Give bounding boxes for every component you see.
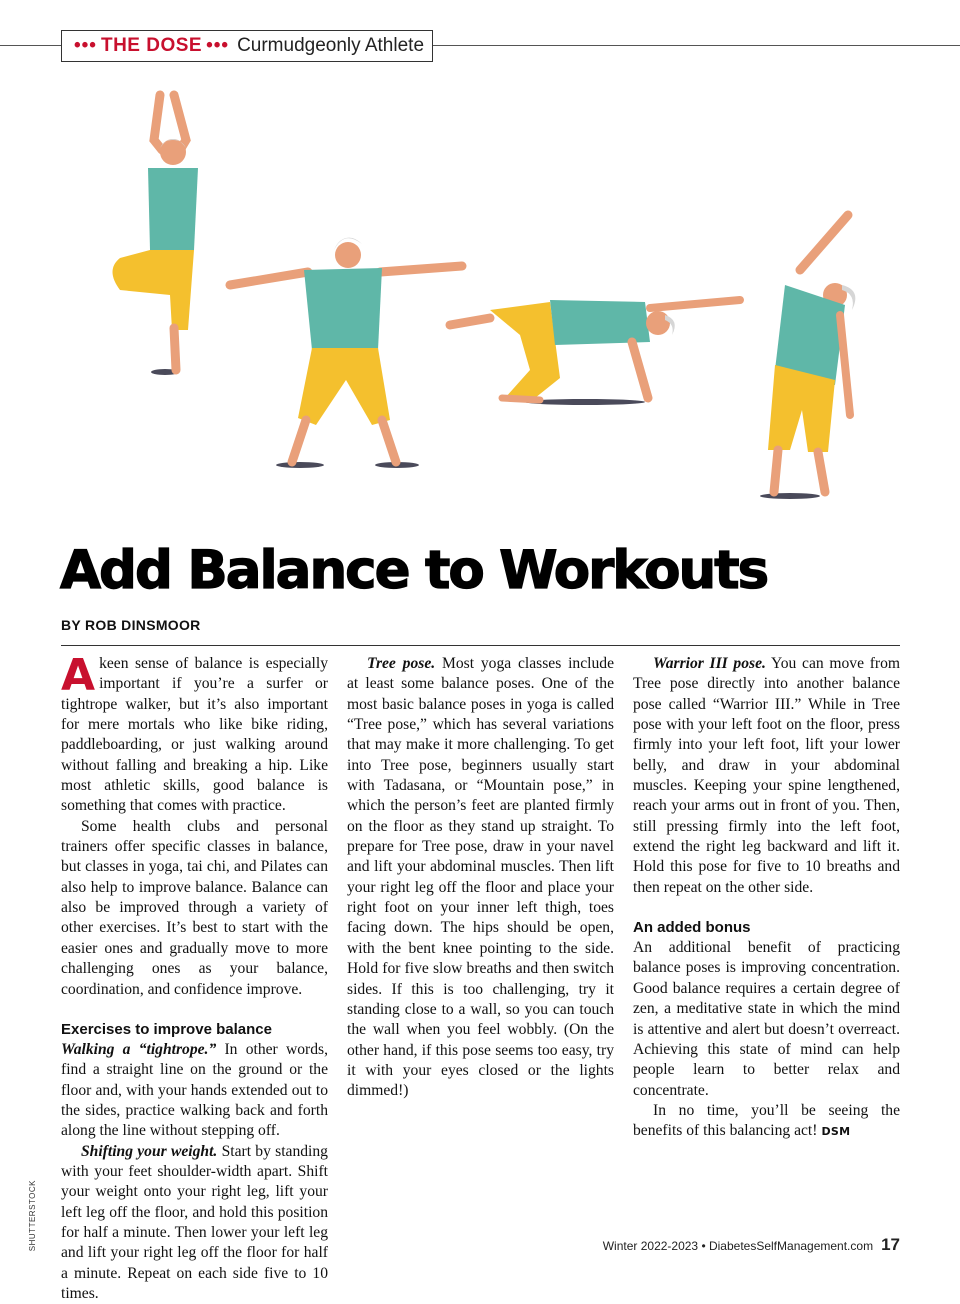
subhead-exercises: Exercises to improve balance — [61, 1020, 272, 1038]
warrior-paragraph — [633, 654, 900, 898]
intro-paragraph — [61, 650, 328, 817]
tree-lead: Tree pose. — [367, 655, 436, 672]
figure-tabletop — [450, 300, 740, 405]
closing-paragraph — [633, 1101, 900, 1143]
tightrope-lead: Walking a “tightrope.” — [61, 1040, 217, 1058]
text-column-2 — [347, 654, 614, 1102]
byline: BY ROB DINSMOOR — [61, 617, 201, 633]
footer-issue: Winter 2022-2023 • DiabetesSelfManagement.com — [602, 1239, 874, 1253]
article-title: Add Balance to Workouts — [60, 540, 768, 601]
tree-text: Most yoga classes include at least some balance poses. One of the most basic balance poses in yoga is called “Tree pose,” which has several variations that may make it more challenging. To get into Tree pose, beginners usually start with Tadasana, or “Mountain pose,” in which the person’s feet are planted firmly on the floor as they stand up straight. To prepare for Tree pose, draw in your navel and lift your abdominal muscles. Then lift your right leg off the floor and place your right foot on your inner left thigh, toes facing down. The hips should be open, with the bent knee pointing to the side. Hold for five slow breaths and then switch sides. If this is too challenging, try it standing close to a wall, so you can touch the wall when you feel wobbly. (On the other hand, if this pose seems too easy, try it with your eyes closed or the lights dimmed!) — [347, 655, 614, 1100]
tree-paragraph — [347, 654, 614, 1102]
section-header — [61, 30, 433, 62]
subhead-bonus: An added bonus — [633, 919, 751, 937]
figure-triangle-reach — [760, 215, 855, 499]
column-name: Curmudgeonly Athlete — [237, 35, 425, 56]
figure-tree-pose — [113, 95, 199, 375]
shift-text: Start by standing with your feet shoulder-width apart. Shift your weight onto your right leg, lift your left leg off the floor, and hold this position for half a minute. Then lower your left leg and lift your right leg off the floor for half a minute. Repeat on each side five to 10 times. — [61, 1142, 328, 1302]
figure-side-stretch — [230, 238, 462, 468]
section-name: THE DOSE — [100, 35, 203, 56]
text-column-3 — [633, 654, 900, 1143]
text-column-1 — [61, 650, 328, 1304]
photo-credit: SHUTTERSTOCK — [28, 1180, 37, 1252]
drop-cap: A — [61, 650, 96, 701]
tightrope-paragraph — [61, 1040, 328, 1142]
yoga-illustration — [90, 80, 890, 520]
title-rule — [61, 645, 900, 646]
paragraph-classes: Some health clubs and personal trainers offer specific classes in balance, but classes in yoga, tai chi, and Pilates can also help to improve balance. Balance can also be improved through a variety of other exercises. It’s best to start with the easier ones and gradually move to more challenging ones as your balance, coordination, and confidence improve. — [61, 817, 328, 998]
warrior-text: You can move from Tree pose directly into another balance pose called “Warrior III.” While in Tree pose with your left foot on the floor, press firmly into your left foot, lift your lower belly, and draw in your abdominal muscles. Keeping your spine lengthened, reach your arms out in front of you. Then, still pressing firmly into the left foot, extend the right leg backward and lift it. Hold this pose for five to 10 breaths and then repeat on the other side. — [633, 655, 901, 896]
intro-text: keen sense of balance is especially important if you’re a surfer or tightrope walker, but it’s also important for mere mortals who like bike riding, paddleboarding, or just walking around without falling and breaking a hip. Like most athletic skills, good balance is something that comes with practice. — [61, 655, 328, 815]
header-dots-right: ••• — [206, 35, 230, 56]
page-number: 17 — [881, 1235, 900, 1254]
bonus-paragraph: An additional benefit of practicing balance poses is improving concentration. Good balance requires a certain degree of zen, a meditative state in which the mind is attentive and alert but doesn’t overreact. Achieving this state of mind can help people learn to better relax and concentrate. — [633, 939, 900, 1099]
end-mark: DSM — [821, 1125, 851, 1139]
header-dots-left: ••• — [74, 35, 97, 56]
shift-lead: Shifting your weight. — [81, 1142, 218, 1160]
warrior-lead: Warrior III pose. — [653, 655, 766, 672]
tightrope-text: In other words, find a straight line on the ground or the floor and, with your hands extended out to the sides, practice walking back and forth along the line without stepping off. — [61, 1040, 328, 1140]
closing-text: In no time, you’ll be seeing the benefits of this balancing act! — [633, 1101, 900, 1140]
page-footer — [603, 1235, 900, 1255]
